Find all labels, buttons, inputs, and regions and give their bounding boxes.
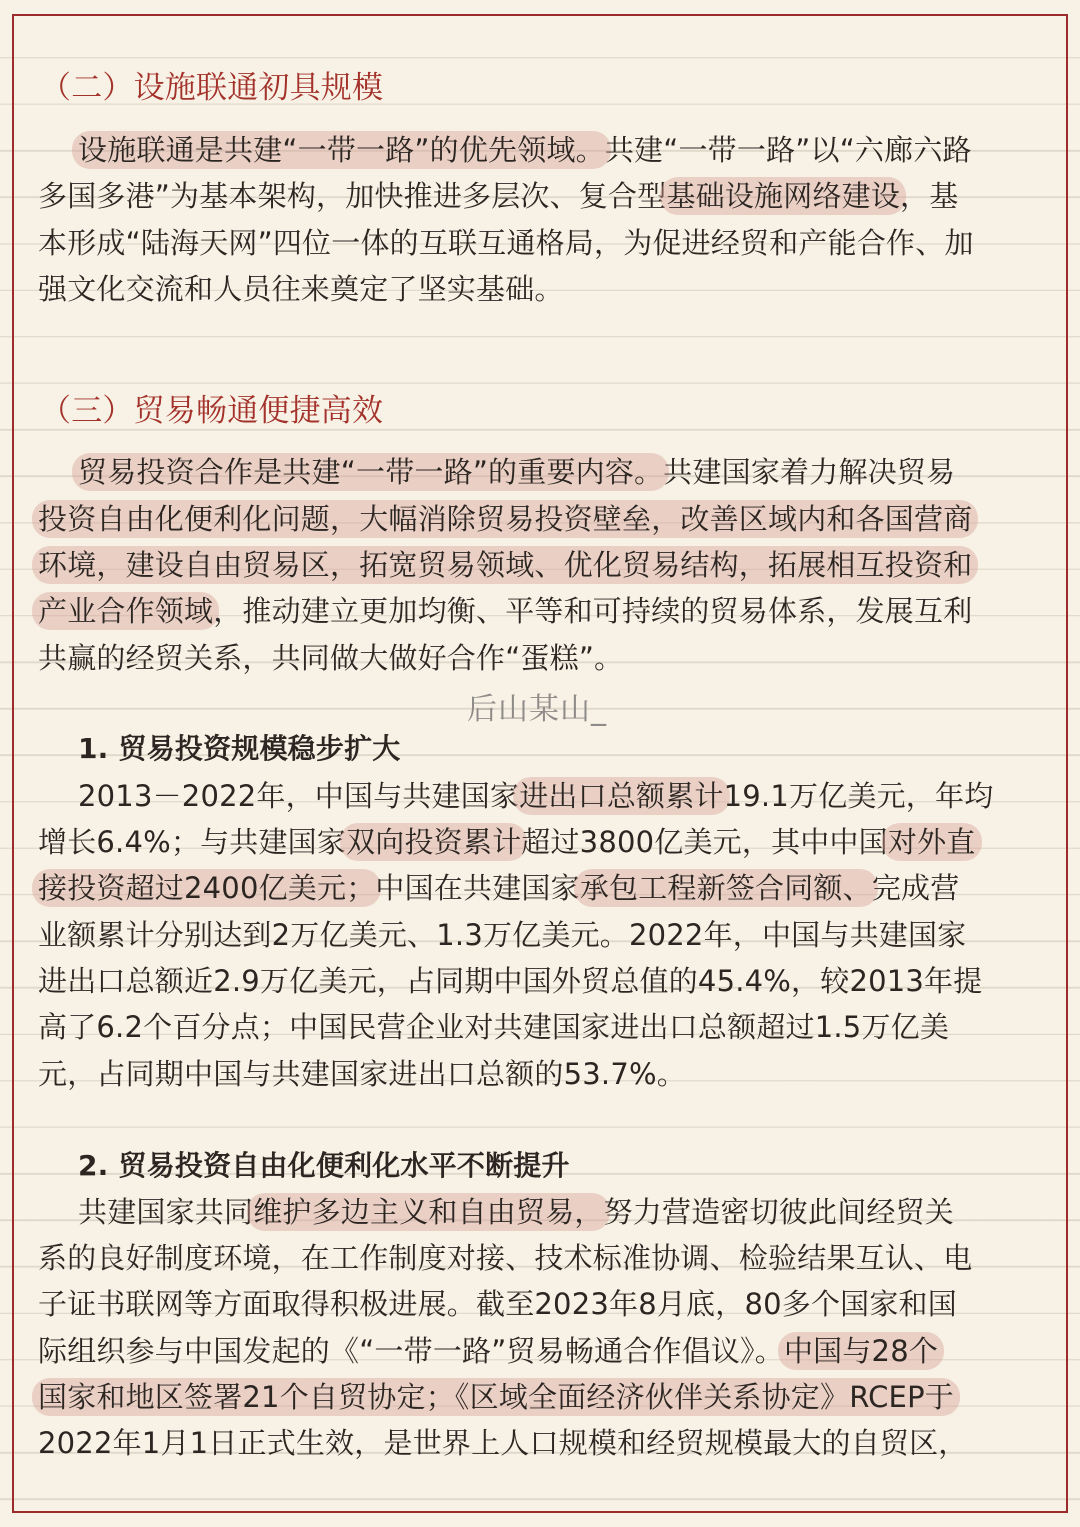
highlight: 对外直 [882,823,982,861]
paragraph-line: 接投资超过2400亿美元；中国在共建国家承包工程新签合同额、完成营 [38,866,959,912]
paragraph-line: 子证书联网等方面取得积极进展。截至2023年8月底，80多个国家和国 [38,1287,957,1321]
paragraph-line: 际组织参与中国发起的《“一带一路”贸易畅通合作倡议》。中国与28个 [38,1329,938,1375]
highlight: 设施联通是共建“一带一路”的优先领域。 [72,131,611,169]
highlight: 投资自由化便利化问题，大幅消除贸易投资壁垒，改善区域内和各国营商 [32,500,978,538]
highlight: 承包工程新签合同额、 [574,869,878,907]
paragraph-line [38,497,972,543]
paragraph-line: 增长6.4%；与共建国家双向投资累计超过3800亿美元，其中中国对外直 [38,820,976,866]
highlight: 环境，建设自由贸易区，拓宽贸易领域、优化贸易结构，拓展相互投资和 [32,546,978,584]
paragraph-line: 多国多港”为基本架构，加快推进多层次、复合型基础设施网络建设，基 [38,179,959,213]
paragraph-line: 共建国家共同维护多边主义和自由贸易，努力营造密切彼此间经贸关 [78,1195,955,1229]
highlight: 国家和地区签署21个自贸协定；《区域全面经济伙伴关系协定》RCEP于 [32,1378,960,1416]
paragraph-line: 贸易投资合作是共建“一带一路”的重要内容。共建国家着力解决贸易 [78,450,955,496]
paragraph-line [38,1375,954,1421]
subsection-heading-liberalization: 2. 贸易投资自由化便利化水平不断提升 [78,1149,570,1182]
paragraph-line: 设施联通是共建“一带一路”的优先领域。共建“一带一路”以“六廊六路 [78,128,972,174]
section-heading-facilities: （二）设施联通初具规模 [40,70,384,106]
paragraph-line [38,543,972,589]
highlight: 中国与28个 [778,1332,944,1370]
paragraph-line: 2022年1月1日正式生效，是世界上人口规模和经贸规模最大的自贸区， [38,1426,968,1460]
paragraph-line: 系的良好制度环境，在工作制度对接、技术标准协调、检验结果互认、电 [38,1241,973,1275]
highlight: 进出口总额累计 [513,777,729,815]
paragraph-line: 进出口总额近2.9万亿美元，占同期中国外贸总值的45.4%，较2013年提 [38,964,983,998]
paragraph-line: 强文化交流和人员往来奠定了坚实基础。 [38,272,564,306]
highlight: 双向投资累计 [340,823,527,861]
paragraph-line: 2013－2022年，中国与共建国家进出口总额累计19.1万亿美元，年均 [78,779,994,813]
paragraph-line: 共赢的经贸关系，共同做大做好合作“蛋糕”。 [38,641,624,675]
paragraph-line: 高了6.2个百分点；中国民营企业对共建国家进出口总额超过1.5万亿美 [38,1010,950,1044]
watermark: 后山某山_ [467,692,607,727]
highlight: 维护多边主义和自由贸易， [247,1193,609,1231]
paragraph-line: 本形成“陆海天网”四位一体的互联互通格局，为促进经贸和产能合作、加 [38,226,974,260]
section-heading-trade: （三）贸易畅通便捷高效 [40,393,384,429]
highlight: 产业合作领域 [32,592,219,630]
paragraph-line: 元，占同期中国与共建国家进出口总额的53.7%。 [38,1057,686,1091]
highlight: 基础设施网络建设 [660,177,906,215]
paragraph-line: 业额累计分别达到2万亿美元、1.3万亿美元。2022年，中国与共建国家 [38,918,967,952]
subsection-heading-scale: 1. 贸易投资规模稳步扩大 [78,732,401,765]
paragraph-line: 产业合作领域，推动建立更加均衡、平等和可持续的贸易体系，发展互利 [38,589,972,635]
highlight: 接投资超过2400亿美元； [32,869,381,907]
highlight: 贸易投资合作是共建“一带一路”的重要内容。 [72,453,669,491]
